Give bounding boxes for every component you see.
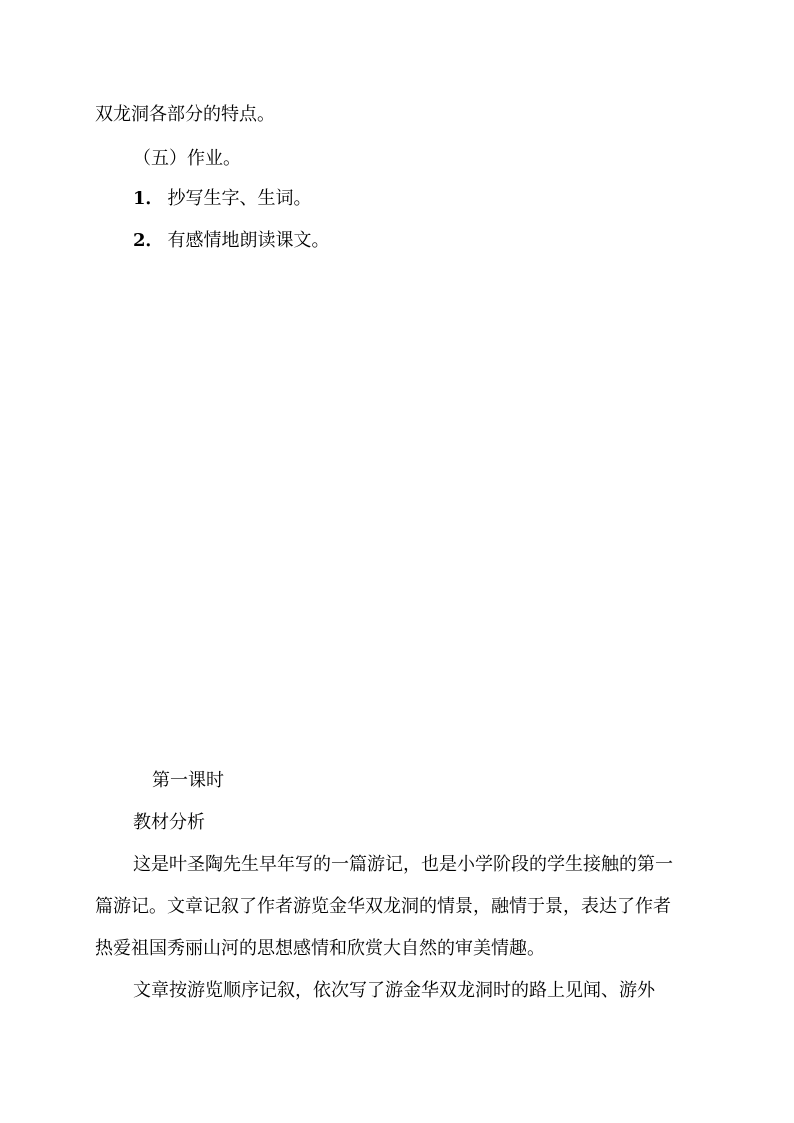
paragraph-2-line-1: 文章按游览顺序记叙，依次写了游金华双龙洞时的路上见闻、游外: [133, 980, 655, 1001]
homework-item-2: [133, 229, 330, 253]
paragraph-1-line-2: 篇游记。文章记叙了作者游览金华双龙洞的情景，融情于景，表达了作者: [95, 896, 671, 917]
homework-heading: （五）作业。: [133, 148, 241, 169]
text-line-continuation: 双龙洞各部分的特点。: [95, 104, 275, 125]
paragraph-1-line-1: 这是叶圣陶先生早年写的一篇游记，也是小学阶段的学生接触的第一: [133, 854, 673, 875]
lesson-title: 第一课时: [152, 770, 224, 791]
item-number: 1．: [133, 188, 164, 209]
homework-item-1: [133, 187, 312, 211]
item-text: 抄写生字、生词。: [167, 188, 312, 209]
paragraph-1-line-3: 热爱祖国秀丽山河的思想感情和欣赏大自然的审美情趣。: [95, 938, 545, 959]
item-number: 2．: [133, 230, 164, 251]
section-subtitle: 教材分析: [133, 812, 205, 833]
item-text: 有感情地朗读课文。: [167, 230, 330, 251]
